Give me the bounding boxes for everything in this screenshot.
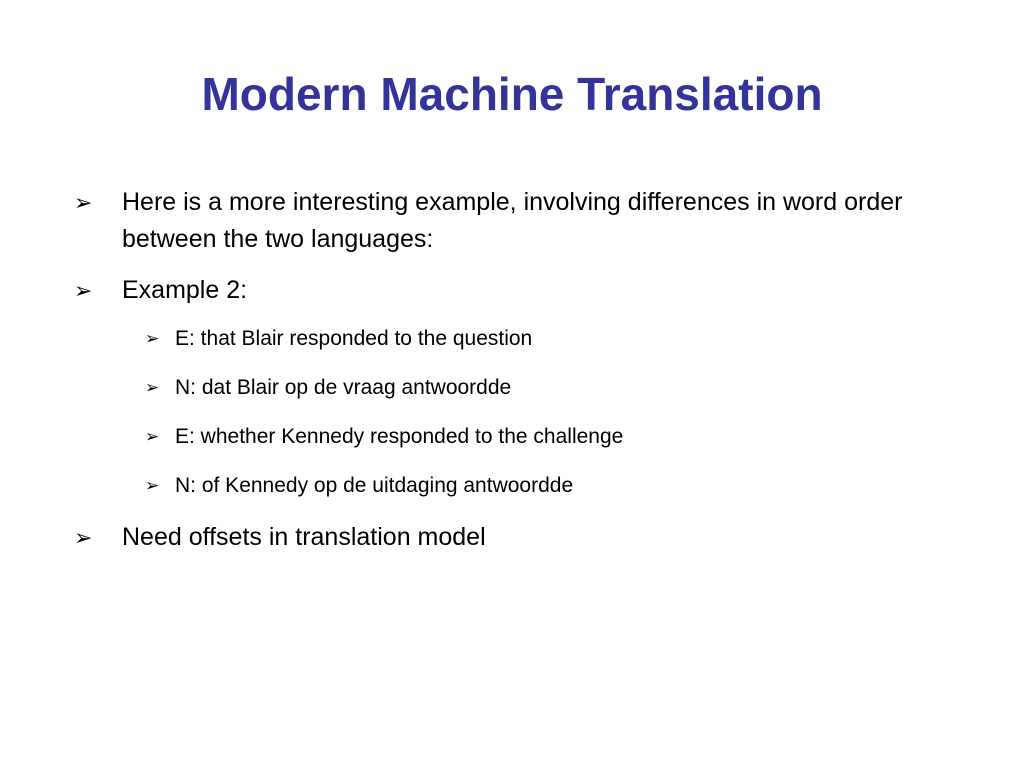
arrowhead-bullet-icon: ➢ bbox=[145, 378, 160, 397]
bullet-item bbox=[0, 184, 1024, 258]
arrowhead-bullet-icon: ➢ bbox=[145, 476, 160, 495]
arrowhead-bullet-icon: ➢ bbox=[74, 525, 93, 550]
sub-bullet-item bbox=[0, 422, 1024, 452]
bullet-text: Need offsets in translation model bbox=[122, 523, 486, 551]
bullet-text: Here is a more interesting example, involving differences in word order between the two languages: bbox=[122, 188, 903, 253]
arrowhead-bullet-icon: ➢ bbox=[74, 278, 93, 303]
slide-title: Modern Machine Translation bbox=[201, 68, 823, 120]
arrowhead-bullet-icon: ➢ bbox=[145, 427, 160, 446]
sub-bullet-item bbox=[0, 373, 1024, 403]
sub-bullet-item bbox=[0, 471, 1024, 501]
sub-bullet-text: N: of Kennedy op de uitdaging antwoordde bbox=[175, 474, 574, 497]
sub-bullet-text: E: that Blair responded to the question bbox=[175, 327, 533, 350]
bullet-item bbox=[0, 519, 1024, 556]
sub-bullet-item bbox=[0, 324, 1024, 354]
bullet-list bbox=[0, 184, 1024, 572]
bullet-item bbox=[0, 272, 1024, 309]
sub-bullet-text: E: whether Kennedy responded to the challenge bbox=[175, 425, 624, 448]
arrowhead-bullet-icon: ➢ bbox=[74, 190, 93, 215]
arrowhead-bullet-icon: ➢ bbox=[145, 329, 160, 348]
sub-bullet-text: N: dat Blair op de vraag antwoordde bbox=[175, 376, 512, 399]
bullet-text: Example 2: bbox=[122, 276, 248, 304]
